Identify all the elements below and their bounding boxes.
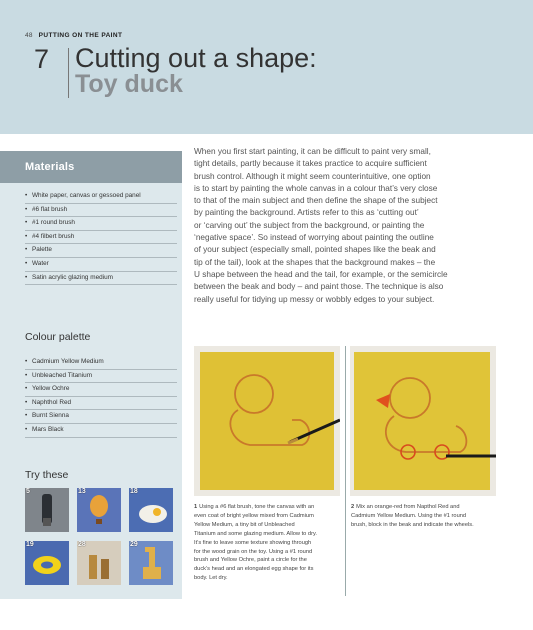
step-1-number: 1 [194,504,198,510]
step-2-painting-image [350,346,496,496]
step-1-photo [194,346,340,496]
materials-item: • #6 flat brush [25,204,177,218]
body-line: ‘negative space’. So instead of worrying about painting the outline [194,233,434,243]
project-number: 7 [34,44,50,74]
try-thumb-paintbrush[interactable]: 5 [25,488,69,532]
materials-title: Materials [25,161,75,173]
palette-list [25,356,177,438]
body-line: U shape between the head and the tail, for example, or the semicircle [194,269,448,279]
palette-item: • Cadmium Yellow Medium [25,356,177,370]
body-line: is to start by painting the whole canvas in a colour that’s very close [194,183,438,193]
step-2-photo [350,346,496,496]
palette-item: • Mars Black [25,424,177,438]
page-title: Cutting out a shape: [75,43,317,73]
page-subtitle: Toy duck [75,70,183,98]
step-2-caption: 2 Mix an orange-red from Napthol Red and Cadmium Yellow Medium. Using the #1 round brush, block in the beak and indicate the wheels. [351,504,474,528]
page-number: 48 PUTTING ON THE PAINT [25,32,123,39]
body-line: or ‘carving out’ the subject from the background, or painting the [194,220,425,230]
running-head: PUTTING ON THE PAINT [38,32,123,39]
body-line: tip of the tail), look at the shapes that the background makes – the [194,257,436,267]
body-line: to that of the main subject and then define the shape of the subject [194,196,438,206]
materials-item: • #1 round brush [25,217,177,231]
materials-item: • Water [25,258,177,272]
palette-item: • Unbleached Titanium [25,370,177,384]
try-thumb-figures[interactable]: 28 [77,541,121,585]
try-thumb-balloon[interactable]: 13 [77,488,121,532]
palette-title: Colour palette [25,331,91,343]
try-thumb-giraffe[interactable]: 29 [129,541,173,585]
materials-item: • Satin acrylic glazing medium [25,272,177,286]
materials-item: • #4 filbert brush [25,231,177,245]
body-line: between the beak and body – and paint those. The technique is also [194,282,444,292]
palette-item: • Naphthol Red [25,397,177,411]
body-text [194,146,494,306]
materials-item: • Palette [25,244,177,258]
try-thumb-eggs[interactable]: 18 [129,488,173,532]
body-line: tight details, partly because it takes practice to acquire sufficient [194,159,427,169]
step-1-painting-image [194,346,340,496]
palette-item: • Burnt Sienna [25,410,177,424]
palette-item: • Yellow Ochre [25,383,177,397]
column-divider [345,346,346,596]
body-line: of your subject (especially small, pointed shapes like the beak and [194,245,436,255]
body-line: When you first start painting, it can be difficult to paint very small, [194,147,431,156]
body-line: by painting the background. Artists refer to this as ‘cutting out’ [194,208,419,218]
body-line: really useful for tidying up messy or wobbly edges to your subject. [194,294,435,304]
try-these-title: Try these [25,469,69,481]
title-divider [68,48,69,98]
materials-item: • White paper, canvas or gessoed panel [25,190,177,204]
materials-list [25,190,177,285]
try-thumb-tape[interactable]: 19 [25,541,69,585]
step-1-caption: 1 Using a #6 flat brush, tone the canvas with an even coat of bright yellow mixed from Cadmium Yellow Medium, a tiny bit of Unbleached Titanium and some glazing medium. Allow to dry. It’s fine to leave some texture showing through for the wood grain on the toy. Using a #1 round brush and Yellow Ochre, paint a circle for the duck’s head and an elongated egg shape for its body. Let dry. [194,504,317,582]
body-line: brush control. Although it might seem counterintuitive, one option [194,171,431,181]
paint-tube-image [25,488,69,532]
step-2-number: 2 [351,504,355,510]
